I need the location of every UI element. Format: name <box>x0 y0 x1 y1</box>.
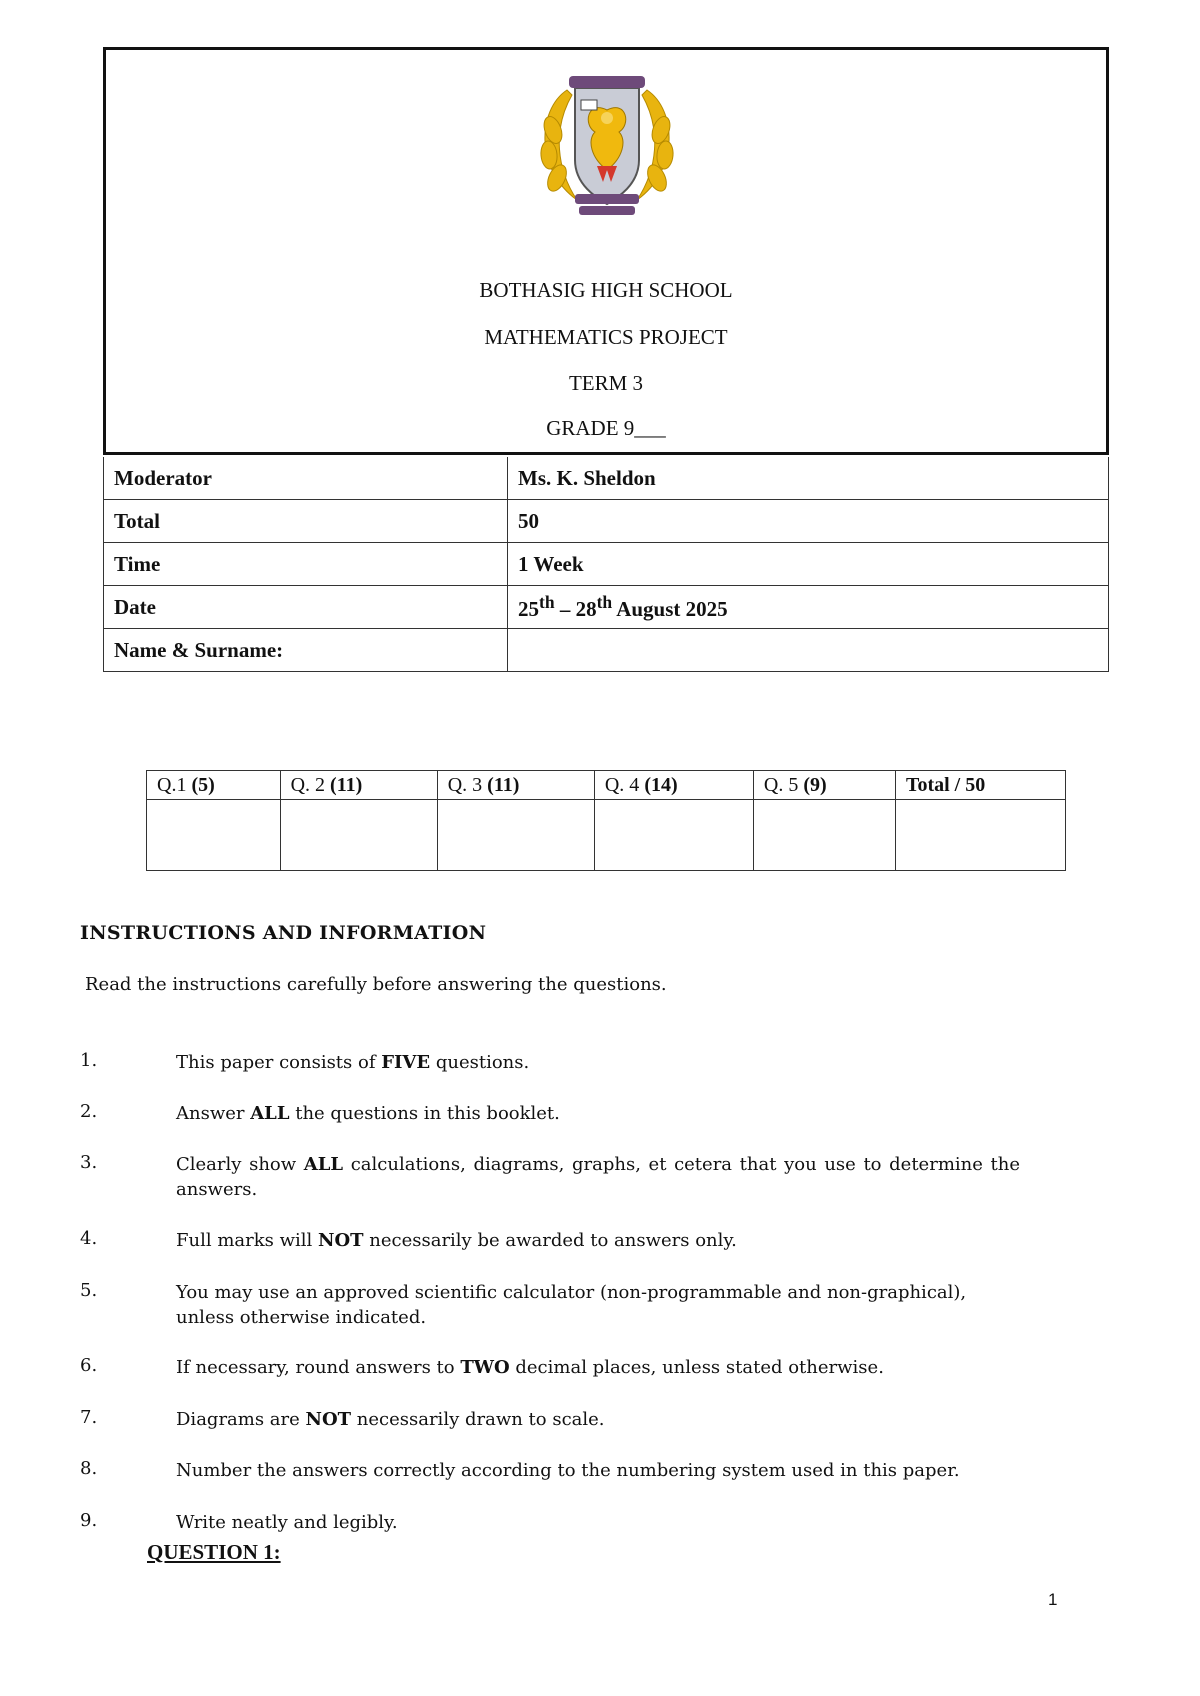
marks-header-cell <box>437 771 594 800</box>
item-number: 4. <box>80 1228 98 1249</box>
item-text-bold: TWO <box>460 1357 510 1378</box>
item-text-post: necessarily be awarded to answers only. <box>363 1230 737 1251</box>
info-value: 1 Week <box>508 543 1109 586</box>
table-row <box>104 500 1109 543</box>
question-label: Q.1 <box>157 773 192 796</box>
item-number: 7. <box>80 1407 98 1428</box>
school-crest-icon <box>517 70 697 218</box>
info-label: Time <box>104 543 508 586</box>
name-field[interactable] <box>508 629 1109 672</box>
info-label: Total <box>104 500 508 543</box>
item-number: 5. <box>80 1280 98 1301</box>
item-text <box>176 1152 1020 1202</box>
marks-entry-cell[interactable] <box>753 800 895 871</box>
school-name: BOTHASIG HIGH SCHOOL <box>479 278 733 302</box>
item-text <box>176 1407 1020 1432</box>
document-subject: MATHEMATICS PROJECT <box>484 325 728 349</box>
question-marks: (11) <box>487 773 520 796</box>
question-label: Q. 2 <box>290 773 331 796</box>
info-label: Name & Surname: <box>104 629 508 672</box>
item-text-bold: FIVE <box>381 1052 431 1073</box>
marks-header-row <box>147 771 1066 800</box>
item-text-bold: NOT <box>318 1230 364 1251</box>
question-label: Q. 3 <box>447 773 488 796</box>
marks-entry-cell[interactable] <box>147 800 281 871</box>
marks-entry-cell[interactable] <box>437 800 594 871</box>
marks-entry-cell[interactable] <box>895 800 1065 871</box>
info-label: Date <box>104 586 508 629</box>
info-label: Moderator <box>104 457 508 500</box>
item-text-pre: You may use an approved scientific calculator (non-programmable and non-graphical), unless otherwise indicated. <box>176 1282 967 1328</box>
marks-header-cell <box>594 771 753 800</box>
item-text-bold: ALL <box>250 1103 290 1124</box>
marks-header-cell <box>280 771 437 800</box>
total-marks-label: Total / 50 <box>905 773 986 796</box>
item-number: 6. <box>80 1355 98 1376</box>
item-text-pre: Diagrams are <box>176 1409 306 1430</box>
marks-entry-cell[interactable] <box>594 800 753 871</box>
question-marks: (11) <box>330 773 363 796</box>
term-label: TERM 3 <box>568 371 644 395</box>
item-text <box>176 1228 1020 1253</box>
instructions-title: INSTRUCTIONS AND INFORMATION <box>80 922 487 944</box>
instructions-intro: Read the instructions carefully before answering the questions. <box>85 974 667 995</box>
item-text-pre: Clearly show <box>176 1154 304 1175</box>
item-text-post: necessarily drawn to scale. <box>351 1409 605 1430</box>
date-mid: – 28 <box>554 597 597 621</box>
page-number: 1 <box>1048 1590 1058 1609</box>
marks-entry-cell[interactable] <box>280 800 437 871</box>
item-text-pre: If necessary, round answers to <box>176 1357 461 1378</box>
item-text <box>176 1510 1020 1535</box>
table-row <box>104 543 1109 586</box>
date-suffix: th <box>539 592 555 612</box>
item-number: 8. <box>80 1458 98 1479</box>
item-text-post: calculations, diagrams, graphs, et cetera that you use to determine the answers. <box>176 1154 1021 1200</box>
info-table <box>103 457 1109 672</box>
item-text <box>176 1050 1020 1075</box>
item-text-post: decimal places, unless stated otherwise. <box>509 1357 884 1378</box>
item-text-pre: Full marks will <box>176 1230 318 1251</box>
marks-header-cell <box>753 771 895 800</box>
item-number: 9. <box>80 1510 98 1531</box>
question-marks: (5) <box>191 773 215 796</box>
marks-header-cell <box>147 771 281 800</box>
marks-header-cell <box>895 771 1065 800</box>
item-text-post: the questions in this booklet. <box>289 1103 560 1124</box>
item-text <box>176 1355 1020 1380</box>
question-marks: (9) <box>803 773 827 796</box>
table-row <box>104 629 1109 672</box>
date-start: 25 <box>518 597 539 621</box>
item-text <box>176 1101 1020 1126</box>
item-text-bold: ALL <box>303 1154 344 1175</box>
question-1-heading: QUESTION 1: <box>147 1540 281 1564</box>
item-number: 2. <box>80 1101 98 1122</box>
item-text-pre: Write neatly and legibly. <box>176 1512 398 1533</box>
item-text <box>176 1280 1020 1330</box>
grade-label: GRADE 9___ <box>546 416 666 440</box>
marks-table <box>146 770 1066 871</box>
marks-entry-row <box>147 800 1066 871</box>
item-text-pre: Number the answers correctly according to the numbering system used in this paper. <box>176 1460 960 1481</box>
item-text-post: questions. <box>430 1052 530 1073</box>
item-number: 1. <box>80 1050 98 1071</box>
item-text-pre: This paper consists of <box>176 1052 382 1073</box>
item-number: 3. <box>80 1152 98 1173</box>
question-label: Q. 4 <box>604 773 645 796</box>
info-value: 50 <box>508 500 1109 543</box>
item-text-pre: Answer <box>176 1103 251 1124</box>
question-marks: (14) <box>644 773 678 796</box>
item-text-bold: NOT <box>305 1409 352 1430</box>
info-value: Ms. K. Sheldon <box>508 457 1109 500</box>
date-suffix: th <box>596 592 613 612</box>
question-label: Q. 5 <box>763 773 804 796</box>
date-value <box>508 586 1109 629</box>
item-text <box>176 1458 1020 1483</box>
table-row <box>104 457 1109 500</box>
table-row <box>104 586 1109 629</box>
date-end: August 2025 <box>612 597 728 621</box>
